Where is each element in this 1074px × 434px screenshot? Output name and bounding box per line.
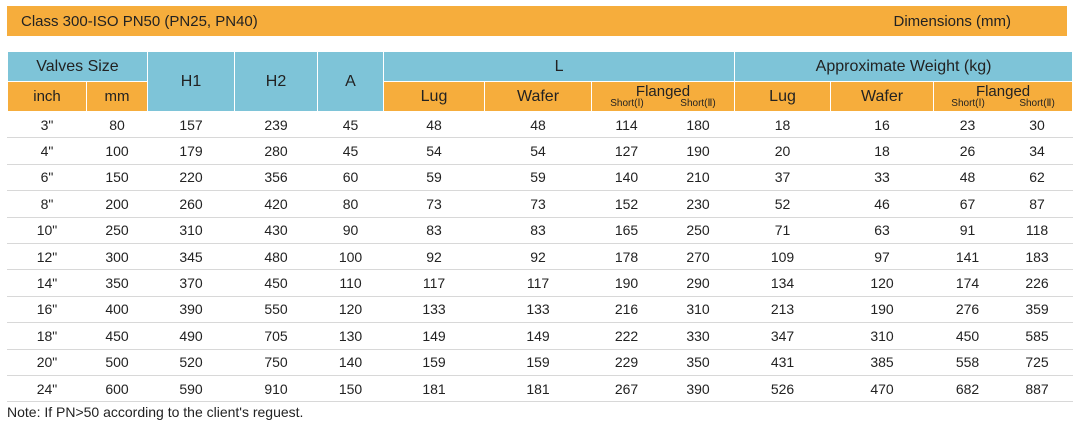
table-cell: 600	[87, 375, 148, 401]
table-cell: 430	[235, 217, 318, 243]
table-cell: 12"	[8, 243, 87, 269]
table-cell: 267	[592, 375, 662, 401]
table-cell: 80	[318, 191, 384, 217]
table-cell: 54	[485, 138, 592, 164]
table-cell: 705	[235, 323, 318, 349]
table-cell: 141	[934, 243, 1002, 269]
header-w-short1: Short(Ⅰ)	[951, 98, 985, 109]
table-cell: 385	[831, 349, 934, 375]
table-cell: 14"	[8, 270, 87, 296]
table-cell: 200	[87, 191, 148, 217]
table-cell: 310	[148, 217, 235, 243]
table-cell: 887	[1002, 375, 1073, 401]
table-cell: 48	[485, 112, 592, 138]
table-title: Class 300-ISO PN50 (PN25, PN40)	[21, 12, 258, 30]
table-cell: 270	[662, 243, 735, 269]
table-cell: 682	[934, 375, 1002, 401]
table-cell: 133	[485, 296, 592, 322]
table-cell: 550	[235, 296, 318, 322]
table-cell: 350	[87, 270, 148, 296]
header-w-wafer: Wafer	[831, 82, 934, 112]
table-cell: 83	[485, 217, 592, 243]
table-cell: 190	[592, 270, 662, 296]
table-cell: 63	[831, 217, 934, 243]
table-cell: 134	[735, 270, 831, 296]
table-cell: 4"	[8, 138, 87, 164]
table-cell: 420	[235, 191, 318, 217]
table-cell: 120	[318, 296, 384, 322]
table-cell: 300	[87, 243, 148, 269]
table-cell: 120	[831, 270, 934, 296]
table-cell: 280	[235, 138, 318, 164]
table-cell: 310	[662, 296, 735, 322]
header-w-short2: Short(Ⅱ)	[1019, 98, 1055, 109]
table-cell: 91	[934, 217, 1002, 243]
table-cell: 590	[148, 375, 235, 401]
table-cell: 222	[592, 323, 662, 349]
table-cell: 92	[485, 243, 592, 269]
header-valves-size: Valves Size	[8, 52, 148, 82]
specification-table	[7, 51, 1073, 402]
table-cell: 127	[592, 138, 662, 164]
table-cell: 114	[592, 112, 662, 138]
table-cell: 150	[318, 375, 384, 401]
table-cell: 60	[318, 164, 384, 190]
header-h1: H1	[148, 52, 235, 112]
header-h2: H2	[235, 52, 318, 112]
table-cell: 226	[1002, 270, 1073, 296]
table-cell: 347	[735, 323, 831, 349]
table-cell: 480	[235, 243, 318, 269]
header-inch: inch	[8, 82, 87, 112]
table-cell: 149	[384, 323, 485, 349]
table-cell: 73	[384, 191, 485, 217]
table-cell: 46	[831, 191, 934, 217]
table-cell: 33	[831, 164, 934, 190]
table-cell: 330	[662, 323, 735, 349]
table-cell: 250	[87, 217, 148, 243]
table-row	[8, 323, 1073, 349]
table-cell: 30	[1002, 112, 1073, 138]
table-cell: 179	[148, 138, 235, 164]
table-cell: 910	[235, 375, 318, 401]
header-l-short2: Short(Ⅱ)	[680, 98, 716, 109]
table-cell: 157	[148, 112, 235, 138]
header-w-lug: Lug	[735, 82, 831, 112]
table-cell: 16"	[8, 296, 87, 322]
table-cell: 450	[934, 323, 1002, 349]
table-cell: 750	[235, 349, 318, 375]
table-cell: 100	[318, 243, 384, 269]
table-cell: 140	[592, 164, 662, 190]
table-cell: 133	[384, 296, 485, 322]
table-cell: 100	[87, 138, 148, 164]
table-cell: 24"	[8, 375, 87, 401]
table-cell: 470	[831, 375, 934, 401]
table-cell: 390	[148, 296, 235, 322]
table-cell: 180	[662, 112, 735, 138]
table-cell: 260	[148, 191, 235, 217]
table-cell: 356	[235, 164, 318, 190]
table-cell: 18	[831, 138, 934, 164]
table-cell: 526	[735, 375, 831, 401]
table-cell: 725	[1002, 349, 1073, 375]
table-cell: 71	[735, 217, 831, 243]
table-cell: 59	[485, 164, 592, 190]
table-cell: 23	[934, 112, 1002, 138]
table-cell: 6"	[8, 164, 87, 190]
table-row	[8, 138, 1073, 164]
table-cell: 490	[148, 323, 235, 349]
header-w-flanged	[934, 82, 1073, 112]
header-l: L	[384, 52, 735, 82]
table-cell: 500	[87, 349, 148, 375]
table-cell: 390	[662, 375, 735, 401]
table-row	[8, 112, 1073, 138]
table-cell: 59	[384, 164, 485, 190]
table-row	[8, 349, 1073, 375]
table-cell: 450	[235, 270, 318, 296]
table-cell: 450	[87, 323, 148, 349]
table-cell: 18"	[8, 323, 87, 349]
table-cell: 34	[1002, 138, 1073, 164]
table-cell: 181	[384, 375, 485, 401]
table-row	[8, 375, 1073, 401]
table-cell: 117	[384, 270, 485, 296]
table-cell: 229	[592, 349, 662, 375]
header-l-flanged-label: Flanged	[635, 83, 691, 100]
table-cell: 150	[87, 164, 148, 190]
table-cell: 45	[318, 138, 384, 164]
table-cell: 400	[87, 296, 148, 322]
table-cell: 80	[87, 112, 148, 138]
table-cell: 45	[318, 112, 384, 138]
table-cell: 20	[735, 138, 831, 164]
table-cell: 152	[592, 191, 662, 217]
table-cell: 210	[662, 164, 735, 190]
table-cell: 359	[1002, 296, 1073, 322]
table-cell: 370	[148, 270, 235, 296]
table-cell: 54	[384, 138, 485, 164]
table-cell: 178	[592, 243, 662, 269]
table-cell: 48	[384, 112, 485, 138]
table-cell: 585	[1002, 323, 1073, 349]
table-cell: 26	[934, 138, 1002, 164]
table-row	[8, 164, 1073, 190]
table-cell: 62	[1002, 164, 1073, 190]
table-cell: 8"	[8, 191, 87, 217]
table-cell: 140	[318, 349, 384, 375]
header-approx-weight: Approximate Weight (kg)	[735, 52, 1073, 82]
table-cell: 159	[384, 349, 485, 375]
table-cell: 239	[235, 112, 318, 138]
table-row	[8, 191, 1073, 217]
table-cell: 37	[735, 164, 831, 190]
header-w-flanged-label: Flanged	[975, 83, 1031, 100]
table-cell: 73	[485, 191, 592, 217]
header-l-short1: Short(Ⅰ)	[610, 98, 644, 109]
header-l-wafer: Wafer	[485, 82, 592, 112]
table-cell: 520	[148, 349, 235, 375]
table-row	[8, 217, 1073, 243]
table-cell: 118	[1002, 217, 1073, 243]
table-cell: 159	[485, 349, 592, 375]
table-cell: 276	[934, 296, 1002, 322]
table-cell: 52	[735, 191, 831, 217]
table-cell: 83	[384, 217, 485, 243]
table-cell: 350	[662, 349, 735, 375]
table-cell: 213	[735, 296, 831, 322]
table-cell: 181	[485, 375, 592, 401]
table-row	[8, 243, 1073, 269]
header-mm: mm	[87, 82, 148, 112]
table-row	[8, 270, 1073, 296]
dimensions-unit-label: Dimensions (mm)	[893, 12, 1011, 30]
table-cell: 165	[592, 217, 662, 243]
table-cell: 18	[735, 112, 831, 138]
table-cell: 345	[148, 243, 235, 269]
header-l-flanged	[592, 82, 735, 112]
table-cell: 558	[934, 349, 1002, 375]
header-l-lug: Lug	[384, 82, 485, 112]
table-cell: 90	[318, 217, 384, 243]
table-cell: 10"	[8, 217, 87, 243]
table-cell: 92	[384, 243, 485, 269]
table-cell: 3"	[8, 112, 87, 138]
table-cell: 97	[831, 243, 934, 269]
table-cell: 230	[662, 191, 735, 217]
table-cell: 20"	[8, 349, 87, 375]
header-a: A	[318, 52, 384, 112]
table-cell: 431	[735, 349, 831, 375]
table-cell: 220	[148, 164, 235, 190]
table-cell: 16	[831, 112, 934, 138]
table-cell: 190	[831, 296, 934, 322]
table-cell: 190	[662, 138, 735, 164]
table-cell: 117	[485, 270, 592, 296]
footnote: Note: If PN>50 according to the client's reguest.	[7, 404, 304, 420]
table-cell: 183	[1002, 243, 1073, 269]
table-cell: 130	[318, 323, 384, 349]
table-cell: 290	[662, 270, 735, 296]
table-cell: 67	[934, 191, 1002, 217]
table-cell: 109	[735, 243, 831, 269]
table-cell: 250	[662, 217, 735, 243]
title-bar	[7, 6, 1067, 36]
table-row	[8, 296, 1073, 322]
table-cell: 48	[934, 164, 1002, 190]
table-cell: 110	[318, 270, 384, 296]
table-cell: 216	[592, 296, 662, 322]
table-cell: 87	[1002, 191, 1073, 217]
table-body	[8, 112, 1073, 402]
table-cell: 174	[934, 270, 1002, 296]
table-cell: 149	[485, 323, 592, 349]
table-cell: 310	[831, 323, 934, 349]
